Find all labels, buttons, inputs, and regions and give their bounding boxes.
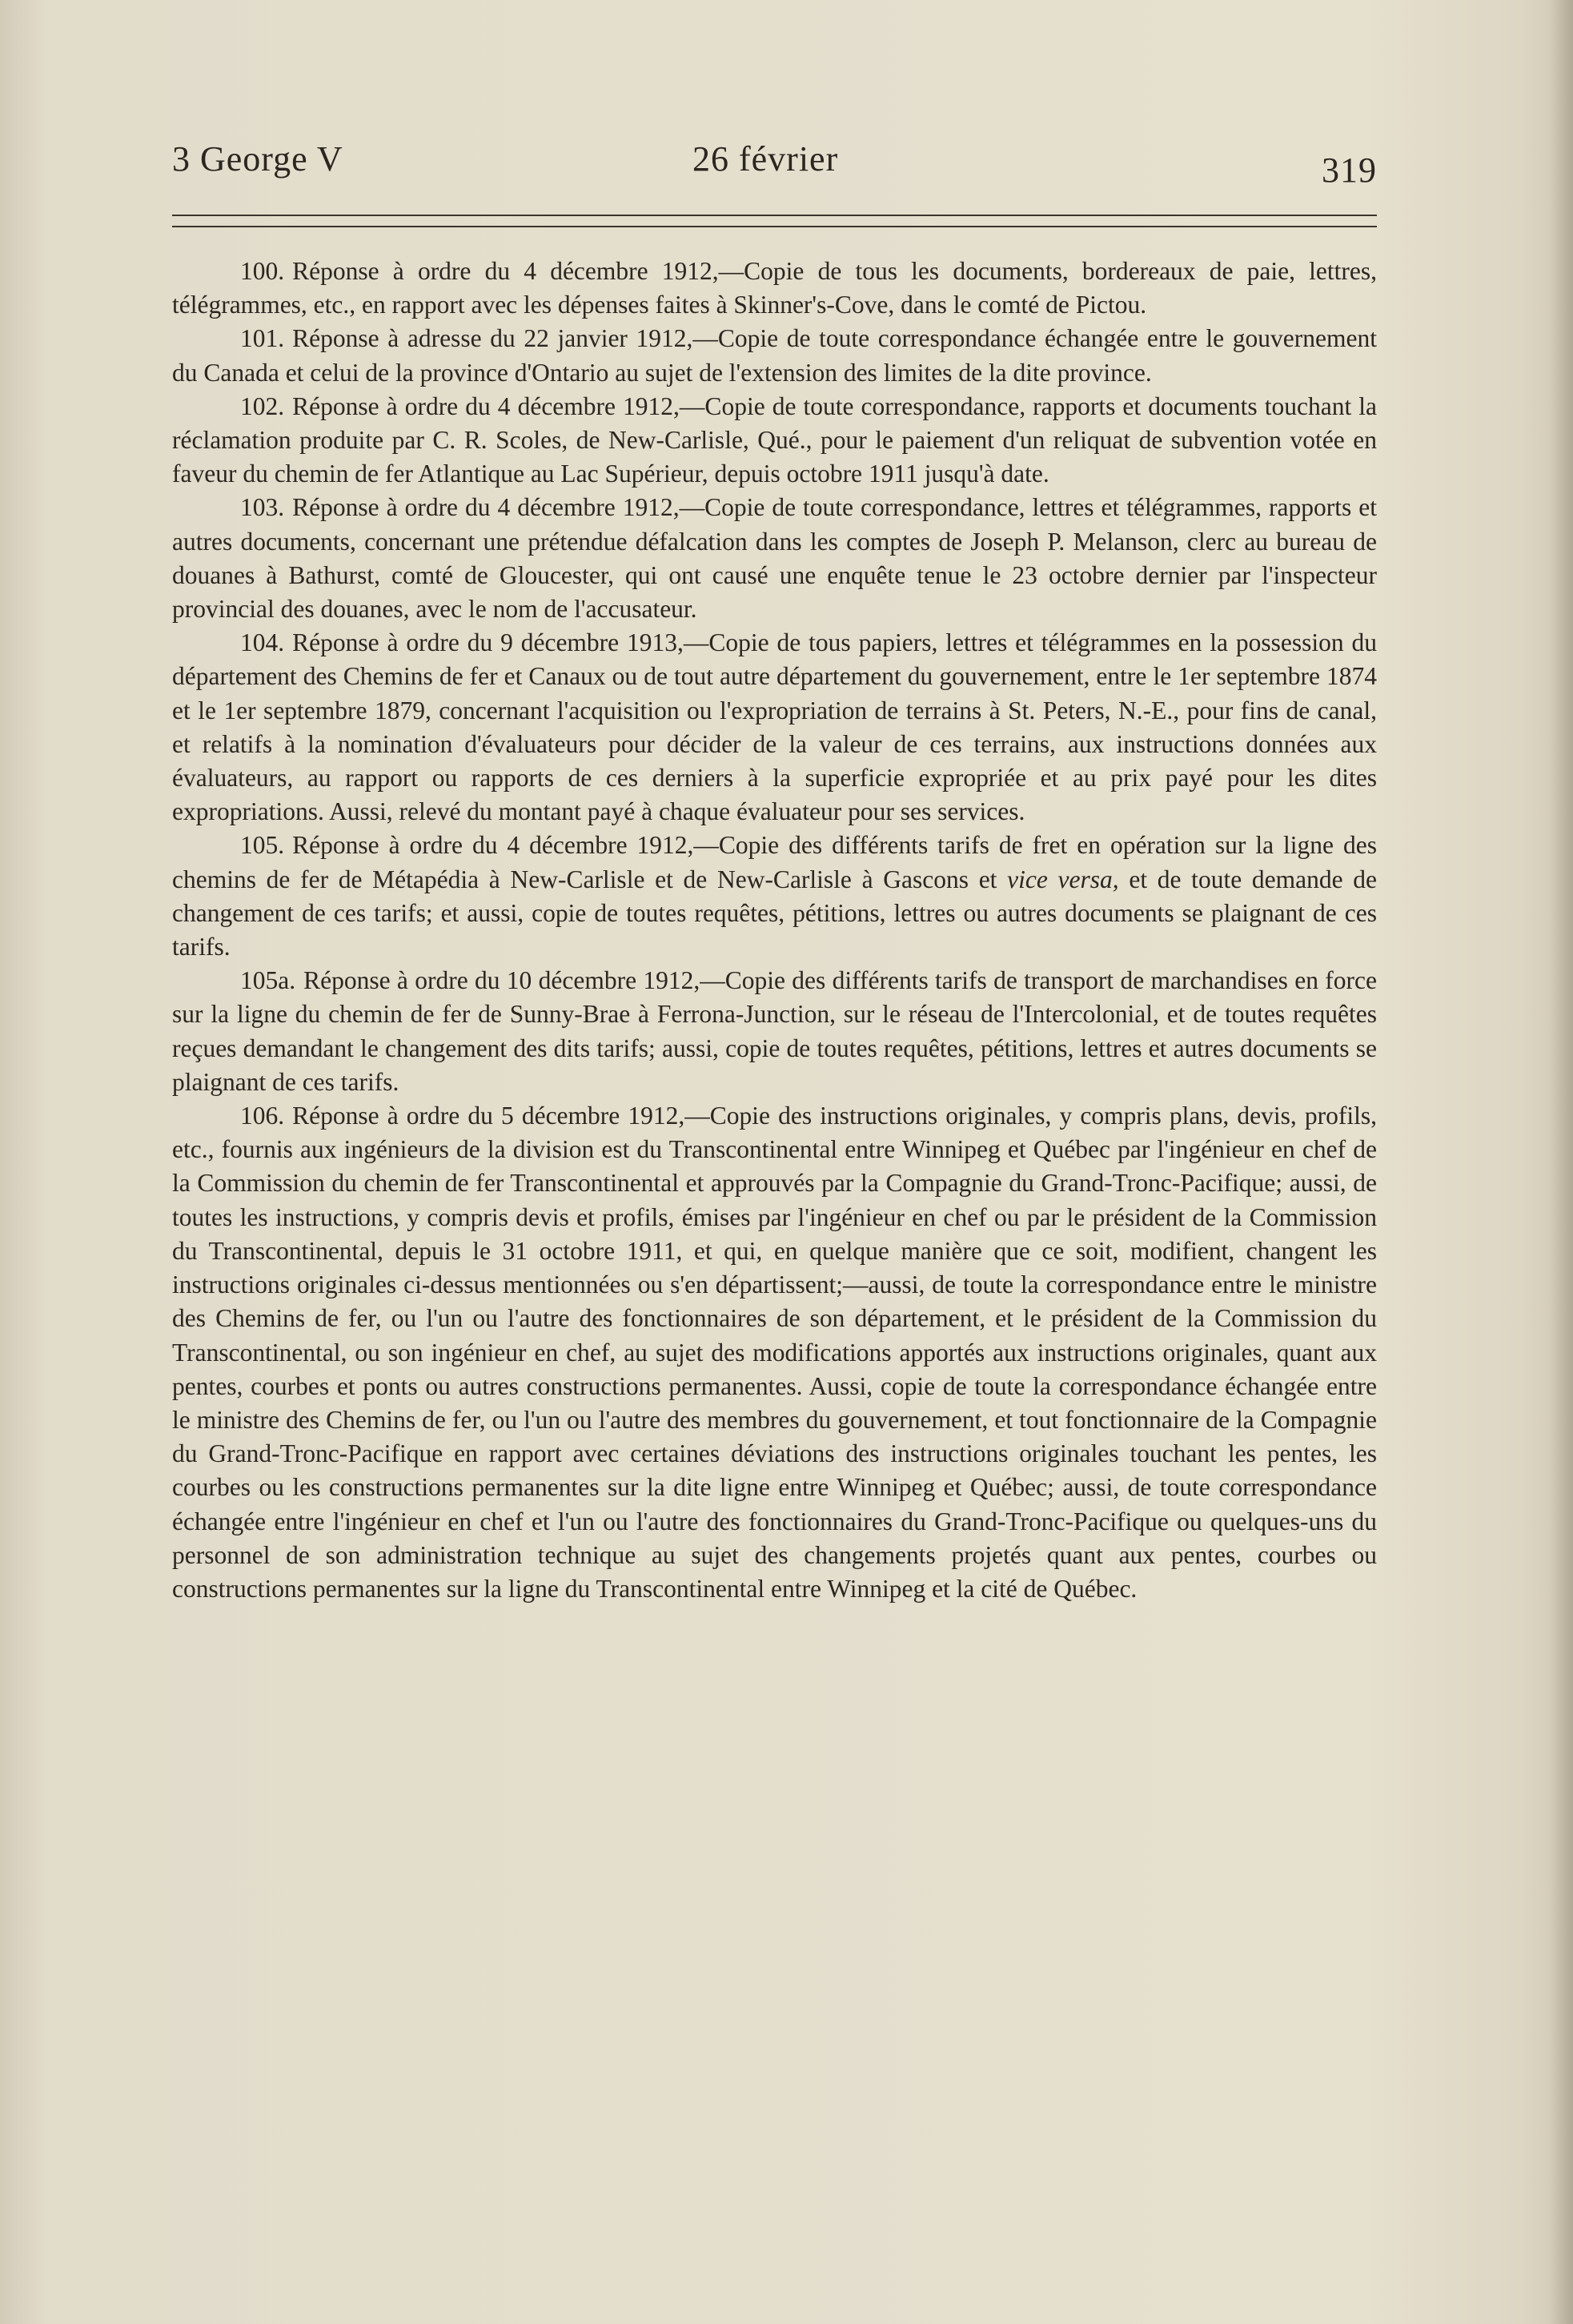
entry-105 [172,829,1377,964]
entry-text: Réponse à ordre du 4 décembre 1912,—Copie des différents tarifs de fret en opération sur la ligne des chemins de fer de Métapédia à New-Carlisle et de New-Carlisle à Gascons et [172,831,1377,893]
entry-101 [172,322,1377,389]
entry-text: Réponse à ordre du 9 décembre 1913,—Copie de tous papiers, lettres et télégrammes en la possession du département des Chemins de fer et Canaux ou de tout autre département du gouvernement, entre le 1er septembre 1874 et le 1er septembre 1879, concernant l'acquisition ou l'expropriation de terrains à St. Peters, N.-E., pour fins de canal, et relatifs à la nomination d'évaluateurs pour décider de la valeur de ces terrains, aux instructions données aux évaluateurs, au rapport ou rapports de ces derniers à la superficie expropriée et au prix payé pour les dites expropriations. Aussi, relevé du montant payé à chaque évaluateur pour ses services. [172,628,1377,826]
entry-number: 105a. [240,966,296,995]
entry-text-italic: vice versa, [1007,865,1119,893]
entry-105a [172,964,1377,1099]
entry-text: Réponse à ordre du 5 décembre 1912,—Copie des instructions originales, y compris plans, devis, profils, etc., fournis aux ingénieurs de la division est du Transcontinental entre Winnipeg et Québec par l'ingénieur en chef de la Commission du chemin de fer Transcontinental et approuvés par la Compagnie du Grand-Tronc-Pacifique; aussi, de toutes les instructions, y compris devis et profils, émises par l'ingénieur en chef ou par le président de la Commission du Transcontinental, depuis le 31 octobre 1911, et qui, en quelque manière que ce soit, modifient, changent les instructions originales ci-dessus mentionnées ou s'en départissent;—aussi, de toute la correspondance entre le ministre des Chemins de fer, ou l'un ou l'autre des fonctionnaires de son département, et le président de la Commission du Transcontinental, ou son ingénieur en chef, au sujet des modifications apportés aux instructions originales, quant aux pentes, courbes et ponts ou autres constructions permanentes. Aussi, copie de toute la correspondance échangée entre le ministre des Chemins de fer, ou l'un ou l'autre des membres du gouvernement, et tout fonctionnaire de la Compagnie du Grand-Tronc-Pacifique en rapport avec certaines déviations des instructions originales touchant les pentes, les courbes ou les constructions permanentes sur la dite ligne entre Winnipeg et Québec; aussi, de toute correspondance échangée entre l'ingénieur en chef et l'un ou l'autre des fonctionnaires du Grand-Tronc-Pacifique ou quelques-uns du personnel de son administration technique au sujet des changements projetés quant aux pentes, courbes ou constructions permanentes sur la ligne du Transcontinental entre Winnipeg et la cité de Québec. [172,1102,1377,1603]
entry-text: Réponse à ordre du 4 décembre 1912,—Copie de tous les documents, bordereaux de paie, lettres, télégrammes, etc., en rapport avec les dépenses faites à Skinner's-Cove, dans le comté de Pictou. [172,257,1377,319]
entry-number: 105. [240,831,285,860]
entry-number: 102. [240,391,285,420]
page-spine-shadow [1549,0,1573,2324]
page-header [172,132,1377,196]
entry-text: Réponse à ordre du 4 décembre 1912,—Copie de toute correspondance, rapports et documents touchant la réclamation produite par C. R. Scoles, de New-Carlisle, Qué., pour le paiement d'un reliquat de subvention votée en faveur du chemin de fer Atlantique au Lac Supérieur, depuis octobre 1911 jusqu'à date. [172,391,1377,488]
entry-100 [172,255,1377,322]
entry-103 [172,491,1377,626]
header-rule-top [172,215,1377,216]
entry-102 [172,390,1377,492]
entry-number: 104. [240,628,285,657]
entry-text: Réponse à adresse du 22 janvier 1912,—Copie de toute correspondance échangée entre le gouvernement du Canada et celui de la province d'Ontario au sujet de l'extension des limites de la dite province. [172,324,1377,387]
entry-text: Réponse à ordre du 10 décembre 1912,—Copie des différents tarifs de transport de marchandises en force sur la ligne du chemin de fer de Sunny-Brae à Ferrona-Junction, sur le réseau de l'Intercolonial, et de toutes requêtes reçues demandant le changement des dits tarifs; aussi, copie de toutes requêtes, pétitions, lettres et autres documents se plaignant de ces tarifs. [172,966,1377,1096]
entry-106 [172,1099,1377,1606]
entry-number: 106. [240,1102,285,1130]
header-date: 26 février [692,139,839,179]
header-rule-bottom [172,226,1377,227]
header-regnal-year: 3 George V [172,139,343,179]
entry-number: 103. [240,493,285,522]
page-number: 319 [1322,151,1377,190]
entries-list [172,255,1377,1606]
entry-number: 100. [240,257,285,285]
entry-104 [172,626,1377,829]
entry-text: Réponse à ordre du 4 décembre 1912,—Copie de toute correspondance, lettres et télégrammes, rapports et autres documents, concernant une prétendue défalcation dans les comptes de Joseph P. Melanson, clerc au bureau de douanes à Bathurst, comté de Gloucester, qui ont causé une enquête tenue le 23 octobre dernier par l'inspecteur provincial des douanes, avec le nom de l'accusateur. [172,493,1377,624]
entry-number: 101. [240,324,285,353]
entry-text-cont: et de toute demande de changement de ces tarifs; et aussi, copie de toutes requêtes, pétitions, lettres ou autres documents se plaignant de ces tarifs. [172,865,1377,961]
